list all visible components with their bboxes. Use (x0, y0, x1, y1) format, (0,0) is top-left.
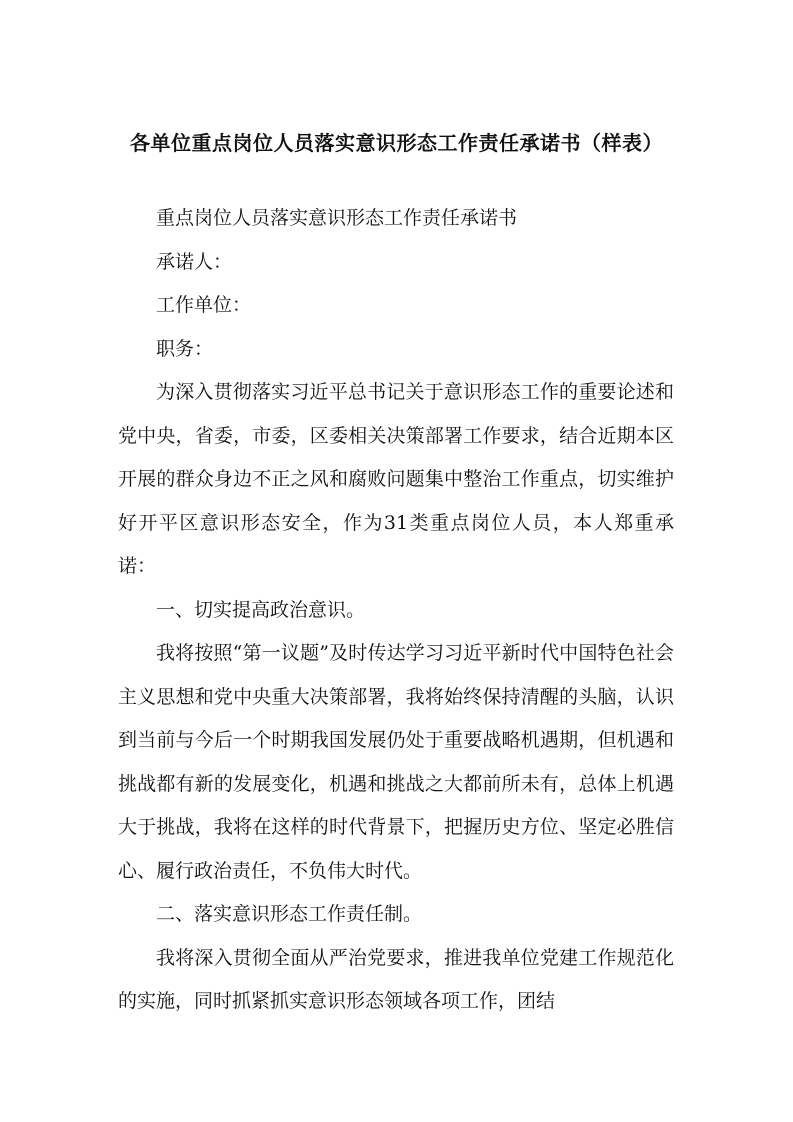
commitment-subtitle: 重点岗位人员落实意识形态工作责任承诺书 (156, 207, 518, 229)
work-unit-label: 工作单位： (156, 294, 252, 316)
section-paragraph-1: 我将按照“第一议题”及时传达学习习近平新时代中国特色社会主义思想和党中央重大决策部署，我将始终保持清醒的头脑，认识到当前与今后一个时期我国发展仍处于重要战略机遇期，但机遇和挑战都有新的发展变化，机遇和挑战之大都前所未有，总体上机遇大于挑战，我将在这样的时代背景下，把握历史方位、坚定必胜信心、履行政治责任，不负伟大时代。 (118, 642, 674, 882)
section-heading-1: 一、切实提高政治意识。 (156, 598, 366, 621)
intro-paragraph: 为深入贯彻落实习近平总书记关于意识形态工作的重要论述和党中央，省委，市委，区委相关决策部署工作要求，结合近期本区开展的群众身边不正之风和腐败问题集中整治工作重点，切实维护好开平区意识形态安全，作为31类重点岗位人员，本人郑重承诺： (118, 381, 674, 577)
position-label: 职务： (156, 337, 214, 360)
section-paragraph-2: 我将深入贯彻全面从严治党要求，推进我单位党建工作规范化的实施，同时抓紧抓实意识形态领域各项工作，团结 (118, 946, 674, 1012)
document-body (118, 197, 674, 1024)
section-heading-2: 二、落实意识形态工作责任制。 (156, 903, 423, 925)
document-title: 各单位重点岗位人员落实意识形态工作责任承诺书（样表） (130, 131, 663, 155)
promisor-label: 承诺人： (156, 250, 233, 273)
